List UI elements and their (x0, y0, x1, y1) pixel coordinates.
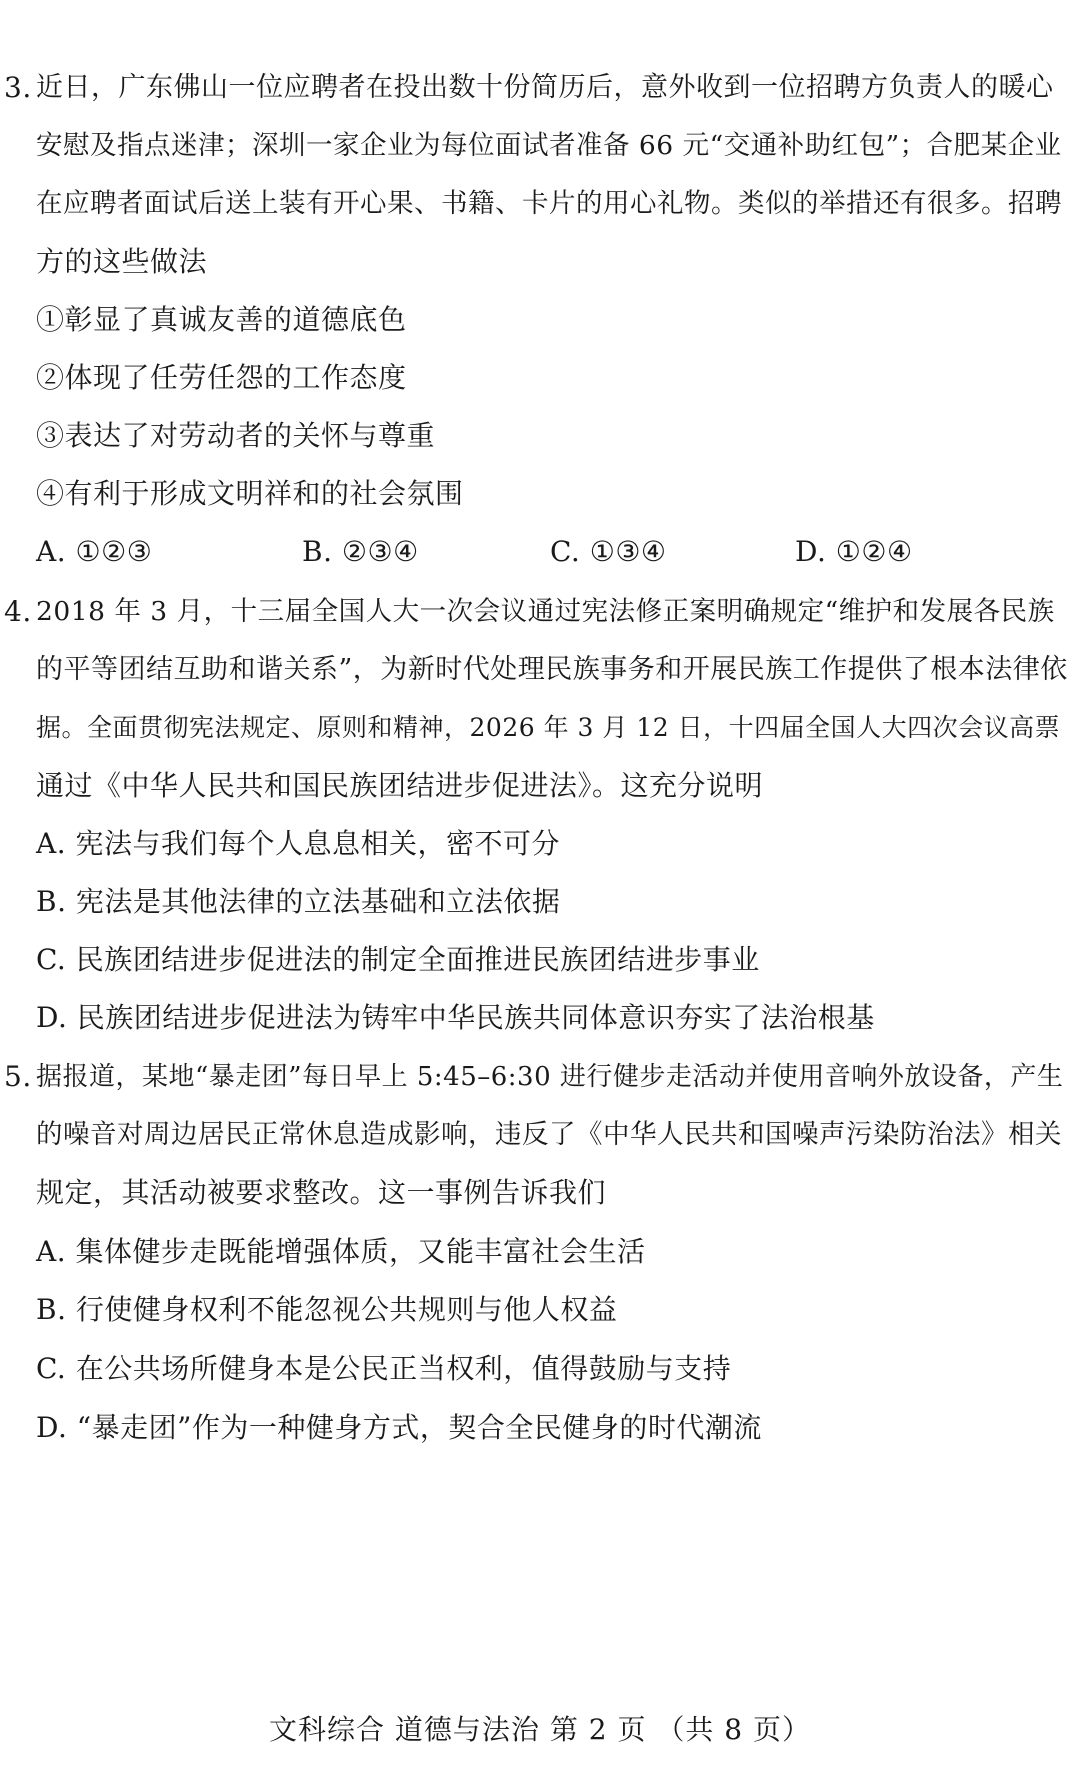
question-stem-line: 规定，其活动被要求整改。这一事例告诉我们 (36, 1176, 607, 1209)
question-number: 5. (4, 1060, 32, 1093)
question-stem-line: 通过《中华人民共和国民族团结进步促进法》。这充分说明 (36, 769, 764, 802)
question-stem-line: 的噪音对周边居民正常休息造成影响，违反了《中华人民共和国噪声污染防治法》相关 (36, 1119, 1062, 1150)
choice-a: A. ①②③ (36, 535, 153, 568)
statement-item: ①彰显了真诚友善的道德底色 (36, 303, 407, 336)
question-stem-line: 安慰及指点迷津；深圳一家企业为每位面试者准备 66 元“交通补助红包”；合肥某企业 (36, 130, 1062, 161)
choice-a: A. 宪法与我们每个人息息相关，密不可分 (36, 827, 561, 860)
question-stem-line: 据。全面贯彻宪法规定、原则和精神，2026 年 3 月 12 日，十四届全国人大四次会议高票 (36, 713, 1061, 742)
choice-b: B. 行使健身权利不能忽视公共规则与他人权益 (36, 1293, 618, 1326)
choice-c: C. 在公共场所健身本是公民正当权利，值得鼓励与支持 (36, 1352, 732, 1385)
question-stem-line: 近日，广东佛山一位应聘者在投出数十份简历后，意外收到一位招聘方负责人的暖心 (36, 72, 1054, 103)
choice-a: A. 集体健步走既能增强体质，又能丰富社会生活 (36, 1235, 646, 1268)
question-stem-line: 方的这些做法 (36, 245, 208, 278)
question-stem-line: 的平等团结互助和谐关系”，为新时代处理民族事务和开展民族工作提供了根本法律依 (36, 654, 1068, 685)
choice-d: D. ①②④ (795, 535, 913, 568)
choice-d: D. “暴走团”作为一种健身方式，契合全民健身的时代潮流 (36, 1411, 762, 1444)
statement-item: ④有利于形成文明祥和的社会氛围 (36, 477, 464, 510)
statement-item: ②体现了任劳任怨的工作态度 (36, 361, 407, 394)
question-number: 4. (4, 595, 32, 628)
choice-b: B. 宪法是其他法律的立法基础和立法依据 (36, 885, 561, 918)
choice-b: B. ②③④ (302, 535, 419, 568)
question-stem-line: 据报道，某地“暴走团”每日早上 5:45–6:30 进行健步走活动并使用音响外放设备，产生 (36, 1062, 1064, 1092)
question-stem-line: 2018 年 3 月，十三届全国人大一次会议通过宪法修正案明确规定“维护和发展各民族 (36, 596, 1055, 627)
choice-c: C. 民族团结进步促进法的制定全面推进民族团结进步事业 (36, 943, 760, 976)
question-stem-line: 在应聘者面试后送上装有开心果、书籍、卡片的用心礼物。类似的举措还有很多。招聘 (36, 188, 1062, 219)
page-footer: 文科综合 道德与法治 第 2 页 （共 8 页） (269, 1713, 811, 1746)
question-number: 3. (4, 71, 32, 104)
statement-item: ③表达了对劳动者的关怀与尊重 (36, 419, 436, 452)
choice-c: C. ①③④ (550, 535, 667, 568)
choice-d: D. 民族团结进步促进法为铸牢中华民族共同体意识夯实了法治根基 (36, 1001, 875, 1034)
